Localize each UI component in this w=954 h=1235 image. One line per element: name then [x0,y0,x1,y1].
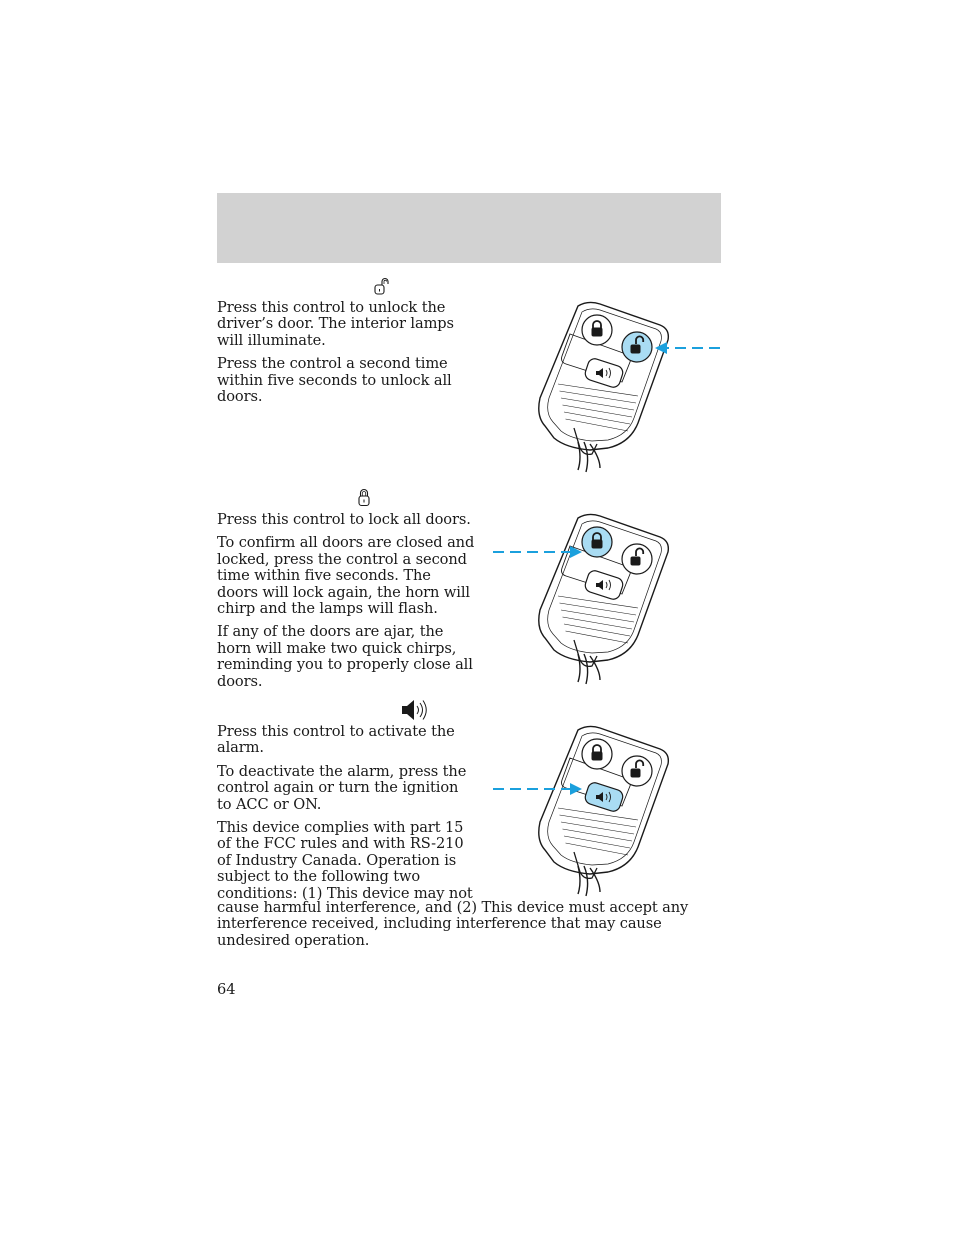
paragraph: If any of the doors are ajar, the horn will make two quick chirps, reminding you to properly close all doors. [217,623,473,690]
unlock-button [622,756,652,786]
unlock-button [622,332,652,362]
paragraph: To deactivate the alarm, press the control again or turn the ignition to ACC or ON. [217,762,467,813]
lock-button [582,739,612,769]
paragraph: cause harmful interference, and (2) This device must accept any interference received, including interference that may cause undesired operation. [217,899,689,949]
paragraph: Press the control a second time within five seconds to unlock all doors. [217,355,452,406]
keyfob-illustration-lock [470,510,722,686]
unlock-icon [373,276,389,296]
lock-description [217,512,475,697]
lock-button [582,527,612,557]
paragraph: This device complies with part 15 of the FCC rules and with RS-210 of Industry Canada. Operation is subject to the following two conditions: (1) This device may not [217,819,473,902]
keyfob-illustration-alarm [470,722,722,898]
unlock-button [622,544,652,574]
lock-icon [357,487,371,507]
paragraph: Press this control to activate the alarm. [217,723,455,757]
lock-button [582,315,612,345]
alarm-description [217,724,475,902]
page-number: 64 [217,981,236,998]
keyfob-illustration-unlock [470,298,722,474]
paragraph: To confirm all doors are closed and locked, press the control a second time within five seconds. The doors will lock again, the horn will chirp and the lamps will flash. [217,534,475,618]
unlock-description [217,300,475,412]
header-band [217,193,721,263]
paragraph: Press this control to lock all doors. [217,511,471,528]
fcc-notice-continued [217,900,721,956]
paragraph: Press this control to unlock the driver’s door. The interior lamps will illuminate. [217,299,454,349]
horn-icon [400,698,428,722]
